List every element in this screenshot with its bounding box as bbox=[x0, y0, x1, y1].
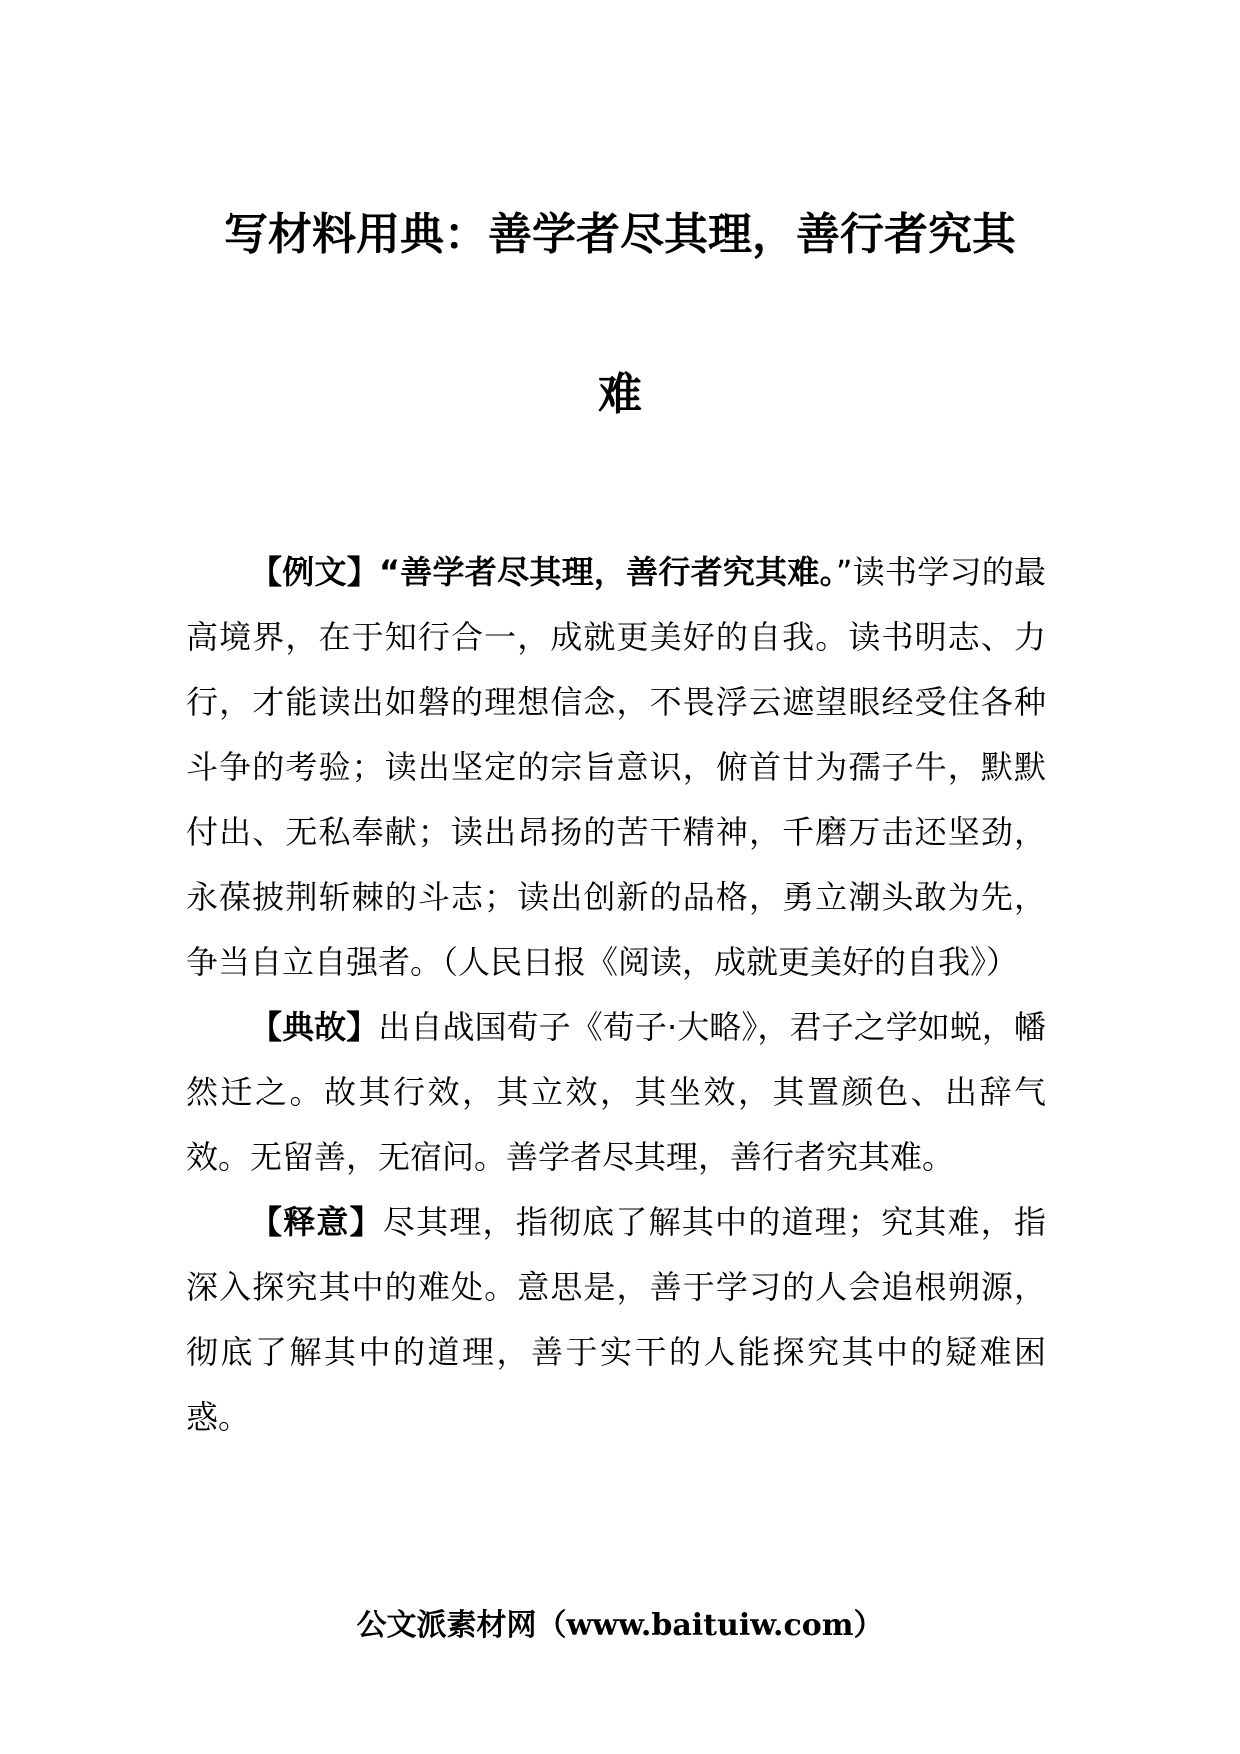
meaning-paragraph bbox=[186, 1190, 1046, 1450]
example-paragraph bbox=[186, 540, 1046, 995]
meaning-text: 尽其理，指彻底了解其中的道理；究其难，指深入探究其中的难处。意思是，善于学习的人会追根朔源，彻底了解其中的道理，善于实干的人能探究其中的疑难困惑。 bbox=[186, 1203, 1046, 1436]
document-body bbox=[186, 540, 1046, 1450]
example-text: ”读书学习的最高境界，在于知行合一，成就更美好的自我。读书明志、力行，才能读出如磐的理想信念，不畏浮云遮望眼经受住各种斗争的考验；读出坚定的宗旨意识，俯首甘为孺子牛，默默付出、无私奉献；读出昂扬的苦干精神，千磨万击还坚劲，永葆披荆斩棘的斗志；读出创新的品格，勇立潮头敢为先，争当自立自强者。（人民日报《阅读，成就更美好的自我》） bbox=[186, 553, 1046, 981]
allusion-tag: 【典故】 bbox=[250, 1008, 379, 1046]
allusion-paragraph bbox=[186, 995, 1046, 1190]
allusion-text: 出自战国荀子《荀子·大略》，君子之学如蜕，幡然迁之。故其行效，其立效，其坐效，其置颜色、出辞气效。无留善，无宿问。善学者尽其理，善行者究其难。 bbox=[186, 1008, 1046, 1176]
example-tag: 【例文】 bbox=[250, 553, 380, 591]
meaning-tag: 【释意】 bbox=[250, 1203, 383, 1241]
example-quote: “善学者尽其理，善行者究其难。 bbox=[379, 553, 836, 591]
footer-source: 公文派素材网（www.baituiw.com） bbox=[356, 1608, 884, 1643]
title-line-2: 难 bbox=[598, 369, 642, 420]
page-title bbox=[190, 155, 1050, 475]
title-line-1: 写材料用典：善学者尽其理，善行者究其 bbox=[224, 209, 1016, 260]
